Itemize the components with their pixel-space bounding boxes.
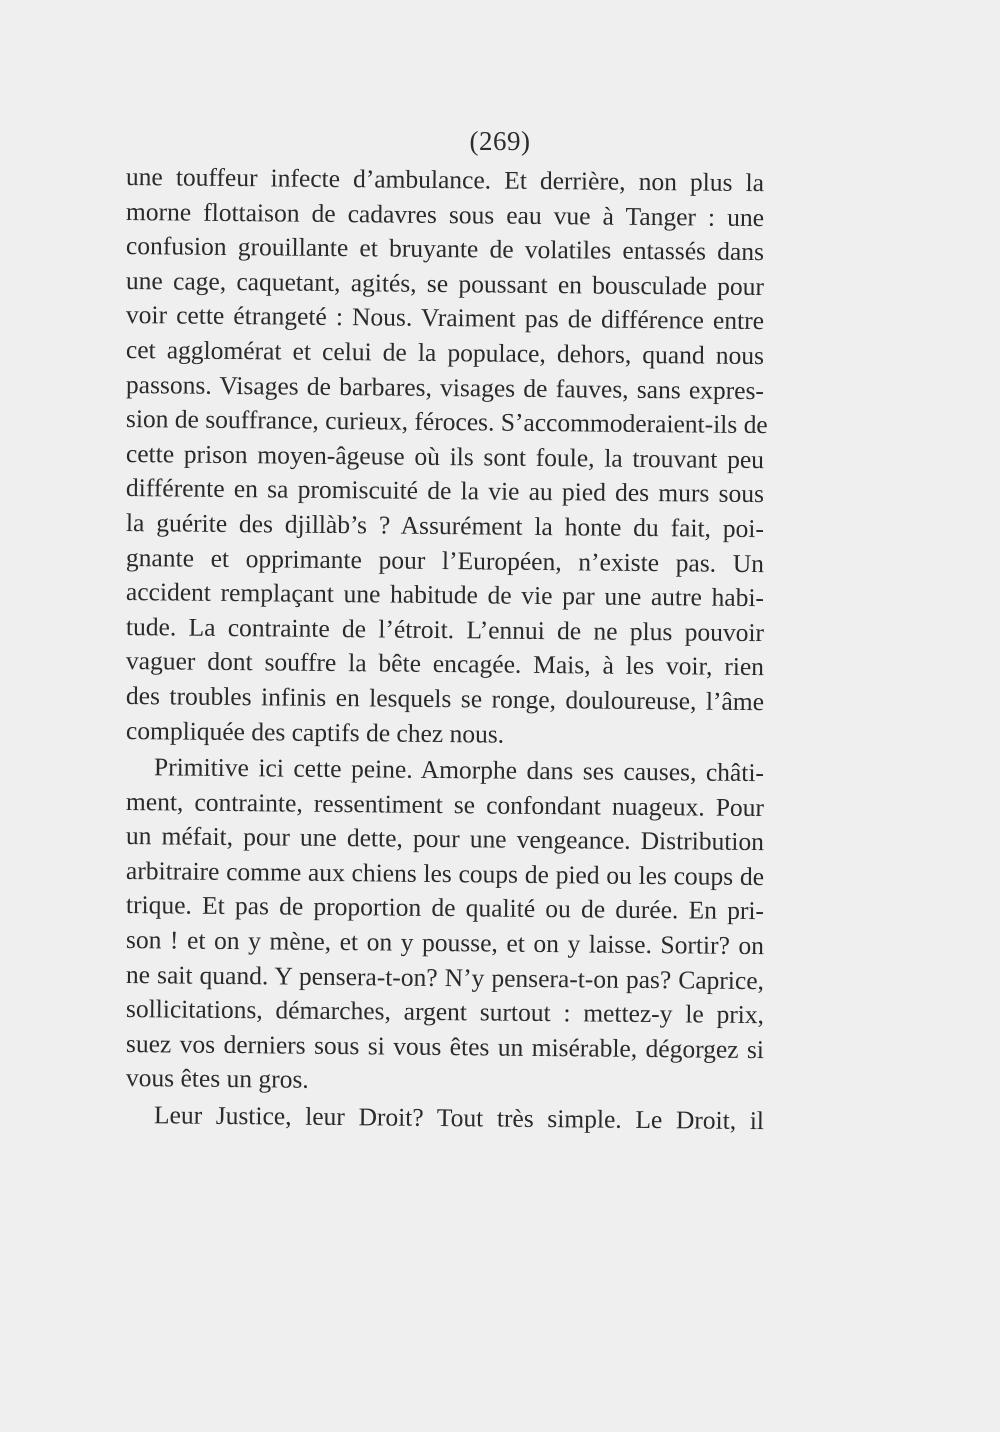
text-line: un méfait, pour une dette, pour une vengeance. Distribution [125, 821, 765, 857]
text-line: une touffeur infecte d’ambulance. Et derrière, non plus la [125, 162, 765, 198]
text-line: son ! et on y mène, et on y pousse, et on y laisse. Sortir? on [125, 925, 765, 961]
text-line: tude. La contrainte de l’étroit. L’ennui de ne plus pouvoir [125, 611, 765, 647]
page-number: (269) [469, 126, 531, 156]
text-line: confusion grouillante et bruyante de volatiles entassés dans [125, 231, 765, 267]
text-line: vaguer dont souffre la bête encagée. Mais, à les voir, rien [125, 646, 765, 682]
text-line: morne flottaison de cadavres sous eau vue à Tanger : une [125, 196, 765, 232]
text-line: suez vos derniers sous si vous êtes un misérable, dégorgez si [125, 1028, 765, 1064]
text-line: gnante et opprimante pour l’Européen, n’existe pas. Un [125, 542, 765, 578]
text-line: cet agglomérat et celui de la populace, dehors, quand nous [125, 334, 765, 371]
text-line: la guérite des djillàb’s ? Assurément la honte du fait, poi- [125, 507, 765, 544]
text-line: Primitive ici cette peine. Amorphe dans ses causes, châti- [153, 752, 765, 788]
text-line: sollicitations, démarches, argent surtout : mettez-y le prix, [125, 994, 765, 1030]
text-line: une cage, caquetant, agités, se poussant en bousculade pour [125, 265, 765, 301]
text-line: trique. Et pas de proportion de qualité ou de durée. En pri- [125, 890, 765, 926]
text-line: cette prison moyen-âgeuse où ils sont foule, la trouvant peu [125, 438, 765, 474]
text-line: vous êtes un gros. [125, 1063, 309, 1095]
text-line: ne sait quand. Y pensera-t-on? N’y pensera-t-on pas? Caprice, [125, 959, 765, 995]
text-line: accident remplaçant une habitude de vie par une autre habi- [125, 577, 765, 613]
text-line: des troubles infinis en lesquels se ronge, douloureuse, l’âme [125, 680, 765, 717]
text-line: compliquée des captifs de chez nous. [125, 715, 505, 749]
text-line: voir cette étrangeté : Nous. Vraiment pas de différence entre [125, 300, 765, 336]
text-line: sion de souffrance, curieux, féroces. S’accommoderaient-ils de [125, 404, 768, 440]
text-line: passons. Visages de barbares, visages de fauves, sans expres- [125, 369, 765, 405]
text-line: arbitraire comme aux chiens les coups de pied ou les coups de [125, 855, 765, 891]
text-line: ment, contrainte, ressentiment se confondant nuageux. Pour [125, 786, 765, 822]
text-line: différente en sa promiscuité de la vie au pied des murs sous [125, 473, 765, 509]
body-text [125, 160, 768, 1136]
text-line: Leur Justice, leur Droit? Tout très simple. Le Droit, il [153, 1100, 765, 1136]
